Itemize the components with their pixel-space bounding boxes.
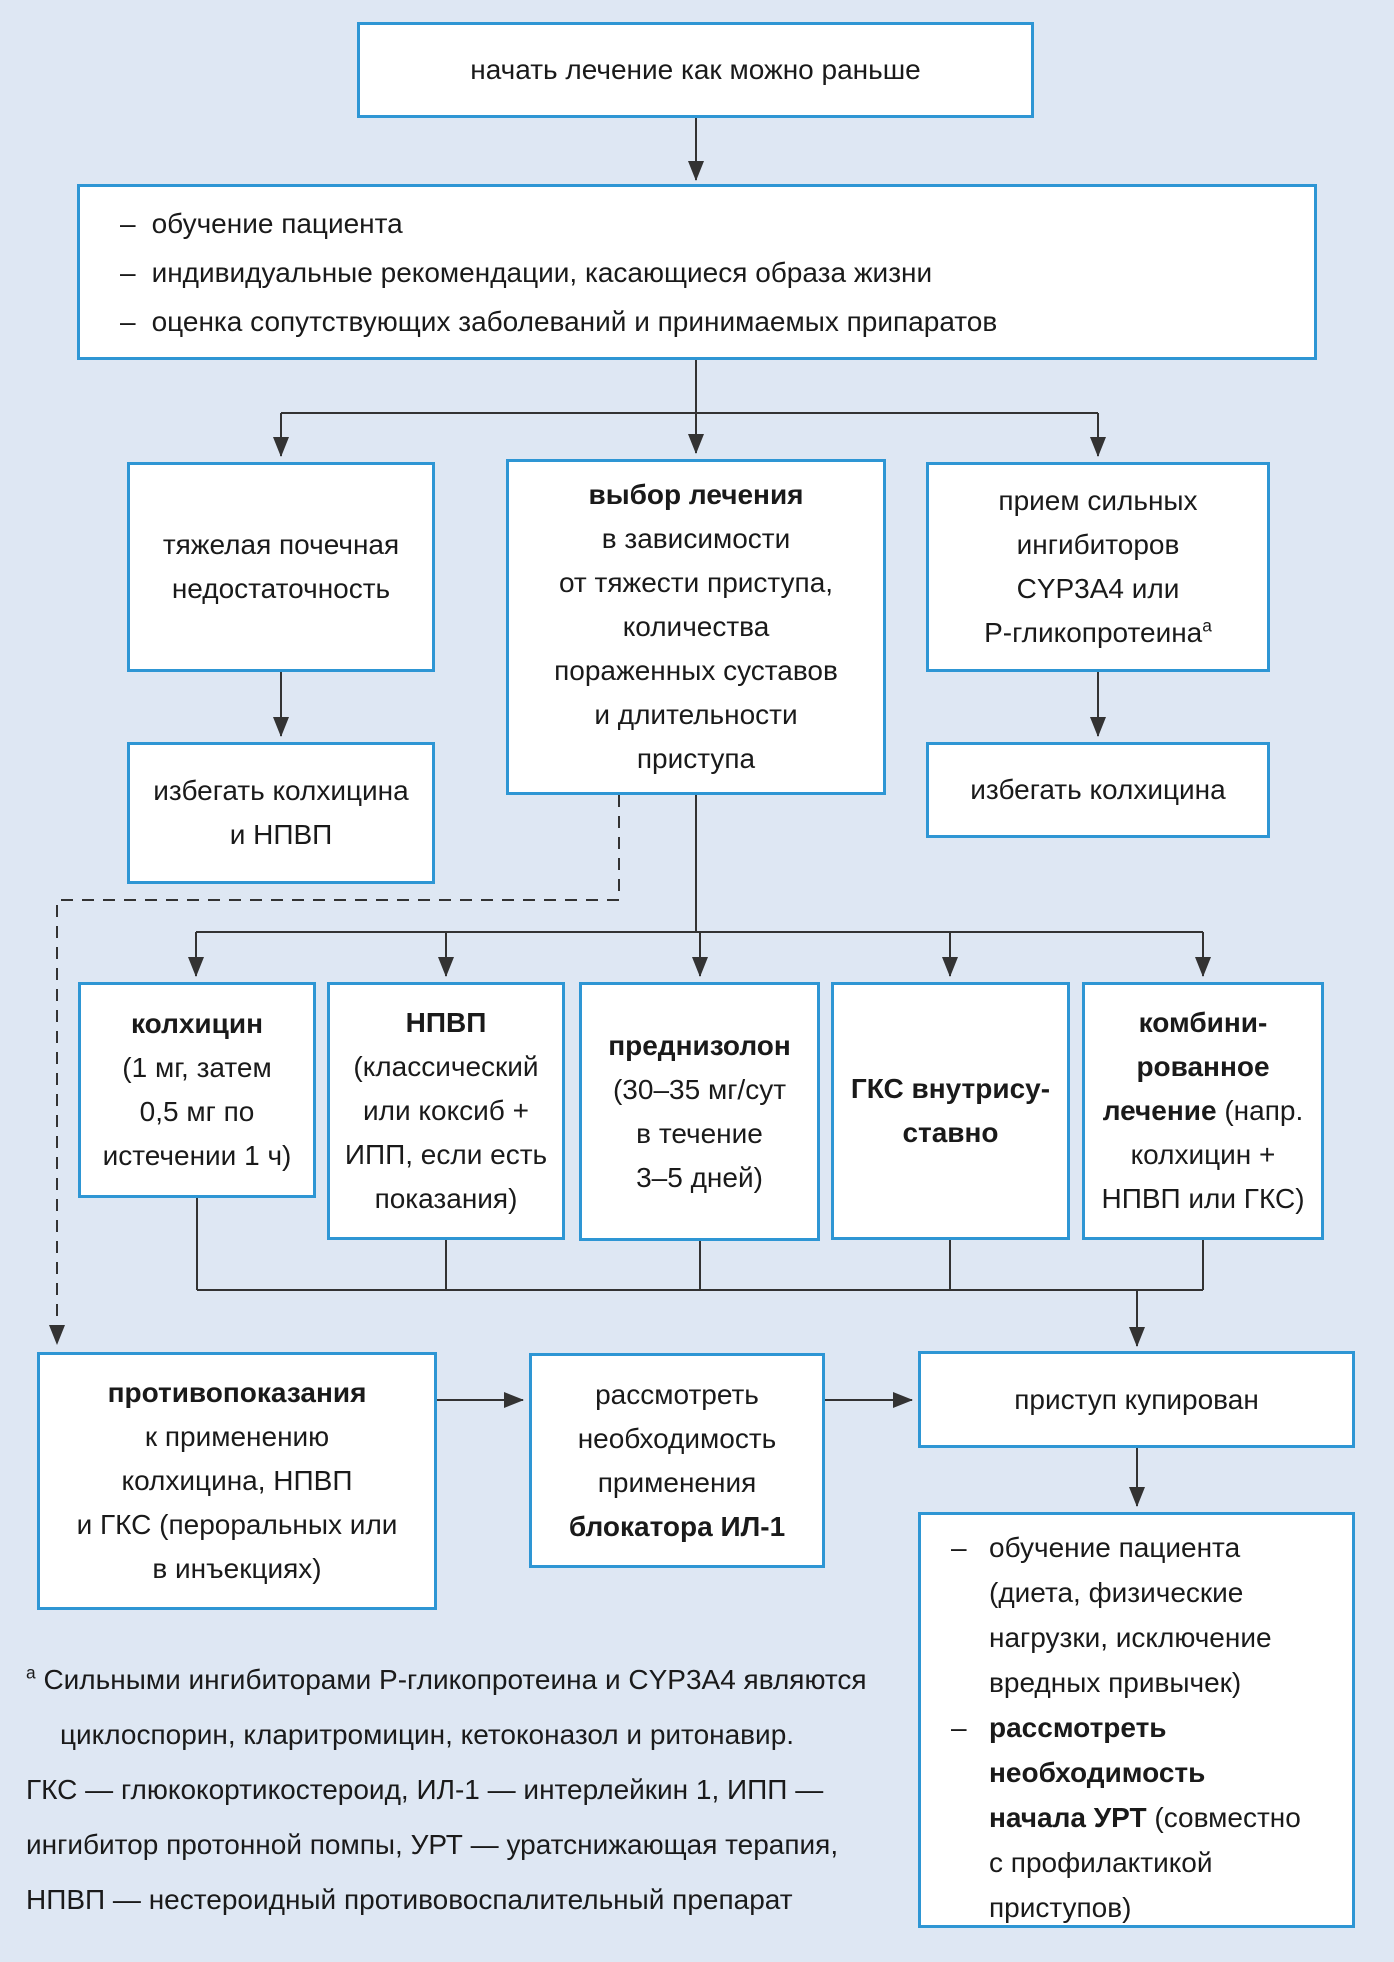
- box-followup: [918, 1512, 1355, 1928]
- drug-title: ставно: [902, 1117, 999, 1148]
- bullet-dash: –: [120, 256, 136, 288]
- drug-detail-text: (напр.: [1224, 1095, 1304, 1126]
- treatment-choice-line: и длительности: [594, 699, 798, 730]
- drug-title: рованное: [1136, 1051, 1270, 1082]
- followup-item-education: [951, 1525, 1334, 1705]
- footnote-line: ингибитор протонной помпы, УРТ — уратснижающая терапия,: [26, 1829, 839, 1860]
- followup-line: обучение пациента: [989, 1532, 1241, 1563]
- box-avoid-colchicine-nsaid: [127, 742, 435, 884]
- footnote-marker-sup: а: [1202, 615, 1212, 636]
- bullet-dash: –: [951, 1532, 967, 1563]
- treatment-choice-title: выбор лечения: [588, 479, 804, 510]
- ult-bold-text: начала УРТ: [989, 1802, 1147, 1833]
- cyp-text-line: прием сильных: [998, 485, 1198, 516]
- drug-detail-line: (30–35 мг/сут: [612, 1073, 787, 1105]
- box-drug-gcs-intraarticular: [831, 982, 1070, 1240]
- avoid-both-line: и НПВП: [229, 819, 333, 850]
- ult-rest-text: (совместно: [1154, 1802, 1301, 1833]
- treatment-choice-line: количества: [622, 611, 770, 642]
- followup-line: (диета, физические: [989, 1577, 1244, 1608]
- box-drug-nsaid: [327, 982, 565, 1240]
- contraindications-line: в инъекциях): [152, 1553, 322, 1584]
- bullet-dash: –: [120, 305, 136, 337]
- drug-title: НПВП: [405, 1007, 487, 1038]
- cyp-text-line: ингибиторов: [1016, 529, 1180, 560]
- cyp-glycoprotein-text: Р-гликопротеина: [984, 617, 1203, 648]
- box-il1-blocker: [529, 1353, 825, 1568]
- drug-detail-line: 0,5 мг по: [139, 1096, 255, 1127]
- box-drug-colchicine: [78, 982, 316, 1198]
- drug-title: комбини-: [1138, 1007, 1268, 1038]
- contraindications-title: противопоказания: [107, 1377, 367, 1408]
- followup-line: с профилактикой: [989, 1847, 1213, 1878]
- followup-item-ult: [951, 1705, 1334, 1930]
- drug-detail-line: НПВП или ГКС): [1101, 1183, 1305, 1214]
- il1-line: применения: [597, 1466, 757, 1498]
- footnote: [26, 1652, 867, 1927]
- renal-text-line: недостаточность: [171, 573, 391, 604]
- bullet-dash: –: [120, 207, 136, 239]
- footnote-line: ГКС — глюкокортикостероид, ИЛ-1 — интерлейкин 1, ИПП —: [26, 1774, 824, 1805]
- box-avoid-colchicine: [926, 742, 1270, 838]
- drug-detail-line: (1 мг, затем: [122, 1052, 272, 1083]
- general-measure-item: [120, 297, 997, 346]
- treatment-choice-line: пораженных суставов: [554, 655, 838, 686]
- drug-detail-line: 3–5 дней): [636, 1161, 763, 1193]
- box-drug-combination: [1082, 982, 1324, 1240]
- followup-line: рассмотреть: [989, 1712, 1167, 1743]
- contraindications-line: к применению: [144, 1421, 330, 1452]
- box-start-treatment: [357, 22, 1034, 118]
- box-drug-prednisolone: [579, 982, 820, 1241]
- drug-title: ГКС внутрису-: [850, 1073, 1051, 1104]
- drug-title: колхицин: [131, 1008, 263, 1039]
- drug-detail-line: показания): [374, 1183, 518, 1214]
- avoid-both-line: избегать колхицина: [153, 775, 409, 806]
- drug-detail-line: [1103, 1089, 1303, 1133]
- treatment-choice-line: от тяжести приступа,: [558, 567, 834, 598]
- footnote-line: НПВП — нестероидный противовоспалительный препарат: [26, 1884, 793, 1915]
- renal-text-line: тяжелая почечная: [162, 529, 400, 560]
- general-measure-text: индивидуальные рекомендации, касающиеся образа жизни: [151, 256, 933, 288]
- general-measure-item: [120, 248, 932, 297]
- start-treatment-text: начать лечение как можно раньше: [470, 54, 921, 85]
- contraindications-line: и ГКС (пероральных или: [76, 1509, 398, 1540]
- followup-line: нагрузки, исключение: [989, 1622, 1272, 1653]
- general-measure-text: обучение пациента: [151, 207, 403, 239]
- drug-detail-line: или коксиб +: [363, 1095, 529, 1126]
- drug-detail-line: истечении 1 ч): [102, 1140, 292, 1171]
- box-contraindications: [37, 1352, 437, 1610]
- box-attack-resolved: [918, 1351, 1355, 1448]
- drug-detail-line: (классический: [353, 1051, 539, 1082]
- footnote-line: циклоспорин, кларитромицин, кетоконазол и ритонавир.: [60, 1719, 795, 1750]
- cyp-text-line: CYP3A4 или: [1016, 573, 1180, 604]
- drug-detail-line: в течение: [636, 1117, 763, 1149]
- il1-line: рассмотреть: [595, 1378, 759, 1410]
- drug-title: преднизолон: [608, 1029, 791, 1061]
- contraindications-line: колхицина, НПВП: [121, 1465, 353, 1496]
- bullet-dash: –: [951, 1712, 967, 1743]
- attack-resolved-text: приступ купирован: [1014, 1383, 1259, 1415]
- followup-line: [989, 1795, 1334, 1840]
- treatment-choice-line: приступа: [636, 743, 756, 774]
- treatment-choice-line: в зависимости: [601, 523, 791, 554]
- box-treatment-choice: [506, 459, 886, 795]
- box-cyp-inhibitors: [926, 462, 1270, 672]
- followup-line: вредных привычек): [989, 1667, 1242, 1698]
- footnote-marker-sup: а: [26, 1662, 36, 1683]
- cyp-text-line: [984, 611, 1212, 655]
- box-renal-insufficiency: [127, 462, 435, 672]
- general-measure-item: [120, 199, 403, 248]
- footnote-text: Сильными ингибиторами Р-гликопротеина и CYP3A4 являются: [43, 1664, 867, 1695]
- drug-detail-line: ИПП, если есть: [344, 1139, 548, 1170]
- drug-title: лечение: [1102, 1095, 1217, 1126]
- il1-blocker-title: блокатора ИЛ-1: [568, 1510, 786, 1542]
- footnote-line: [26, 1652, 867, 1707]
- box-general-measures: [77, 184, 1317, 360]
- drug-detail-line: колхицин +: [1130, 1139, 1276, 1170]
- il1-line: необходимость: [577, 1422, 777, 1454]
- general-measure-text: оценка сопутствующих заболеваний и принимаемых припаратов: [151, 305, 998, 337]
- followup-line: приступов): [989, 1892, 1132, 1923]
- followup-line: необходимость: [989, 1757, 1206, 1788]
- avoid-colchicine-text: избегать колхицина: [970, 774, 1226, 805]
